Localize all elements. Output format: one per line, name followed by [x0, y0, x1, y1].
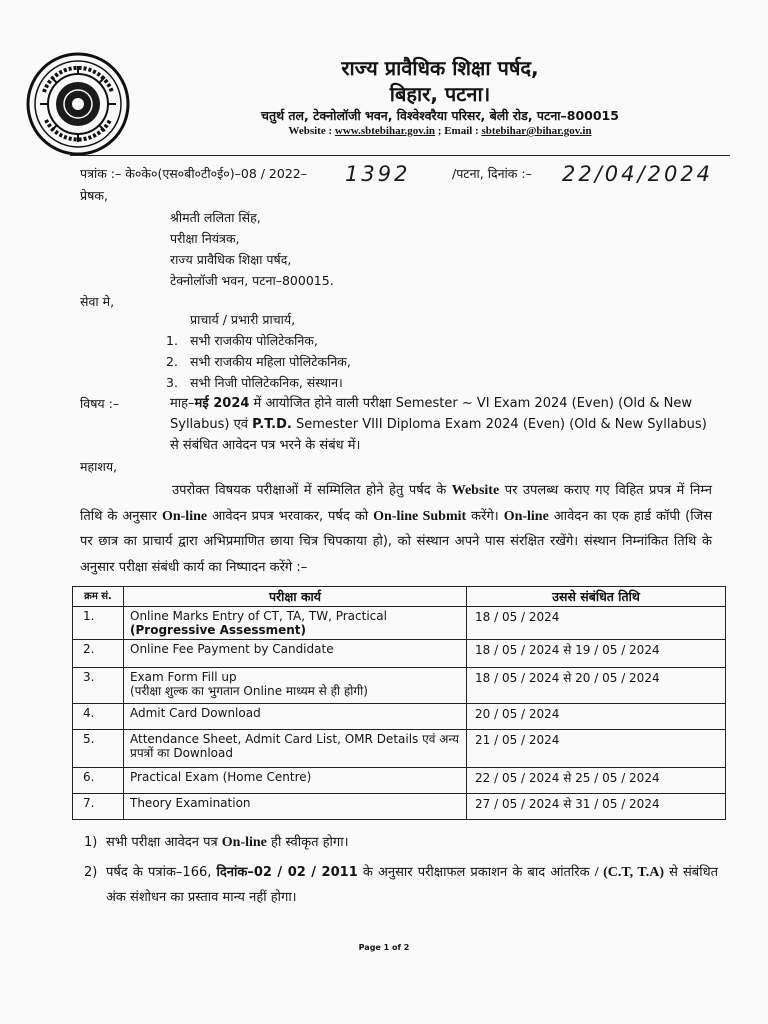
table-row — [73, 607, 726, 640]
note-part: पर्षद के पत्रांक–166, — [106, 865, 217, 880]
org-contact — [180, 125, 700, 137]
task-text: Exam Form Fill up — [130, 670, 237, 684]
date-label: /पटना, दिनांक :– — [452, 166, 532, 181]
row-task: Theory Examination — [124, 794, 467, 820]
org-name: राज्य प्रावैधिक शिक्षा पर्षद, — [341, 56, 539, 80]
note-part: के अनुसार परीक्षाफल प्रकाशन के बाद आंतरिक — [357, 865, 595, 880]
org-city: बिहार, पटना। — [389, 82, 491, 106]
task-subtext: (परीक्षा शुल्क का भुगतान Online माध्यम से ही होगी) — [130, 684, 368, 698]
handwritten-ref-number: 1392 — [345, 162, 411, 186]
website-link[interactable]: www.sbtebihar.gov.in — [334, 125, 436, 137]
sender-line: राज्य प्रावैधिक शिक्षा पर्षद, — [170, 252, 292, 267]
row-serial: 6. — [73, 768, 124, 794]
subject-part: में आयोजित होने वाली परीक्षा Semester ~ VI Exam 2024 (Even) (Old & New Syllabus) एवं — [170, 396, 692, 432]
from-label: प्रेषक, — [80, 188, 108, 203]
row-task — [124, 730, 467, 768]
note-number: 1) — [84, 835, 98, 850]
note-item — [84, 860, 724, 912]
row-serial: 4. — [73, 704, 124, 730]
to-label: सेवा मे, — [80, 294, 115, 309]
para-part: आवेदन प्रपत्र भरवाकर, पर्षद को — [207, 508, 374, 524]
subject-part: Semester VIII Diploma Exam 2024 (Even) (Old & New Syllabus) से संबंधित आवेदन पत्र भरने के संबंध में। — [170, 417, 707, 453]
col-task: परीक्षा कार्य — [124, 587, 467, 607]
row-serial: 1. — [73, 607, 124, 640]
table-row — [73, 668, 726, 704]
row-date: 18 / 05 / 2024 से 19 / 05 / 2024 — [467, 640, 726, 668]
recipient-item: सभी राजकीय पोलिटेकनिक, — [190, 333, 318, 348]
reference-label: पत्रांक :– के०के०(एस०बी०टी०ई०)–08 / 2022– — [80, 166, 307, 181]
sender-line: श्रीमती ललिता सिंह, — [170, 210, 261, 225]
recipient-num: 3. — [166, 375, 178, 390]
note-part: सभी परीक्षा आवेदन पत्र — [106, 835, 222, 850]
row-task — [124, 607, 467, 640]
table-header-row — [73, 587, 726, 607]
sender-line: टेक्नोलॉजी भवन, पटना–800015. — [170, 273, 334, 288]
para-part: करेंगे। — [466, 508, 504, 524]
row-task: Admit Card Download — [124, 704, 467, 730]
table-row — [73, 640, 726, 668]
para-online: On-line — [161, 508, 208, 524]
row-date: 20 / 05 / 2024 — [467, 704, 726, 730]
para-website: Website — [451, 483, 500, 498]
recipient-item: सभी राजकीय महिला पोलिटेकनिक, — [190, 354, 351, 369]
recipient-num: 1. — [166, 333, 178, 348]
note-date: दिनांक–02 / 02 / 2011 — [216, 865, 358, 880]
para-part: आवेदन का एक हार्ड कॉपी (जिस पर छात्र का प्राचार्य द्वारा अभिप्रमाणित छाया चित्र चिपकाया हो), को संस्थान अपने पास संरक्षित रखेंगे। संस्थान निम्नांकित तिथि के अनुसार परीक्षा संबंधी कार्य का निष्पादन करेंगे :– — [80, 508, 712, 575]
table-row — [73, 794, 726, 820]
table-row — [73, 730, 726, 768]
row-serial: 7. — [73, 794, 124, 820]
para-online: On-line — [503, 508, 549, 524]
board-seal-logo — [26, 52, 130, 156]
subject-label: विषय :– — [80, 396, 120, 411]
task-subtext: (Progressive Assessment) — [130, 623, 307, 637]
para-part: पर उपलब्ध कराए गए विहित प्रपत्र में निम्न तिथि के अनुसार — [80, 483, 712, 524]
note-ct-ta: / (C.T, T.A) — [594, 865, 664, 880]
header-divider — [70, 155, 730, 156]
note-text — [106, 830, 718, 855]
row-task: Online Fee Payment by Candidate — [124, 640, 467, 668]
note-text — [106, 860, 718, 910]
schedule-table — [72, 586, 726, 820]
row-serial: 3. — [73, 668, 124, 704]
row-date: 18 / 05 / 2024 — [467, 607, 726, 640]
salutation: महाशय, — [80, 459, 118, 474]
email-label: ; Email : — [435, 125, 482, 137]
note-number: 2) — [84, 865, 98, 880]
body-paragraph — [80, 478, 712, 580]
task-text: Attendance Sheet, Admit Card List, OMR Details एवं अन्य — [130, 732, 459, 746]
row-serial: 2. — [73, 640, 124, 668]
org-address: चतुर्थ तल, टेक्नोलॉजी भवन, विश्वेश्वरैया परिसर, बेली रोड, पटना–800015 — [261, 108, 619, 123]
recipient-num: 2. — [166, 354, 178, 369]
note-item — [84, 830, 724, 856]
row-serial: 5. — [73, 730, 124, 768]
row-task: Practical Exam (Home Centre) — [124, 768, 467, 794]
table-row — [73, 768, 726, 794]
row-date: 18 / 05 / 2024 से 20 / 05 / 2024 — [467, 668, 726, 704]
row-date: 22 / 05 / 2024 से 25 / 05 / 2024 — [467, 768, 726, 794]
subject-text — [170, 393, 715, 456]
subject-part: माह– — [170, 396, 195, 411]
subject-ptd: P.T.D. — [252, 417, 292, 432]
website-label: Website : — [288, 125, 335, 137]
row-task — [124, 668, 467, 704]
note-part: ही स्वीकृत होगा। — [266, 835, 349, 850]
note-online: On-line — [221, 835, 267, 850]
col-serial: क्रम सं. — [73, 587, 124, 607]
subject-month: मई 2024 — [194, 396, 250, 411]
recipient-item: सभी निजी पोलिटेकनिक, संस्थान। — [190, 375, 343, 390]
task-subtext: प्रपत्रों का Download — [130, 746, 233, 760]
para-part: उपरोक्त विषयक परीक्षाओं में सम्मिलित होने हेतु पर्षद के — [172, 483, 452, 498]
sender-line: परीक्षा नियंत्रक, — [170, 231, 240, 246]
table-row — [73, 704, 726, 730]
handwritten-date: 22/04/2024 — [562, 162, 714, 186]
recipient-title: प्राचार्य / प्रभारी प्राचार्य, — [190, 312, 296, 327]
row-date: 21 / 05 / 2024 — [467, 730, 726, 768]
note-part: से संबंधित अंक संशोधन का प्रस्ताव मान्य नहीं होगा। — [106, 865, 718, 905]
page-number: Page 1 of 2 — [358, 943, 410, 952]
email-link[interactable]: sbtebihar@bihar.gov.in — [481, 125, 592, 137]
col-date: उससे संबंधित तिथि — [467, 587, 726, 607]
para-online-submit: On-line Submit — [373, 508, 467, 524]
row-date: 27 / 05 / 2024 से 31 / 05 / 2024 — [467, 794, 726, 820]
task-text: Online Marks Entry of CT, TA, TW, Practical — [130, 609, 387, 623]
